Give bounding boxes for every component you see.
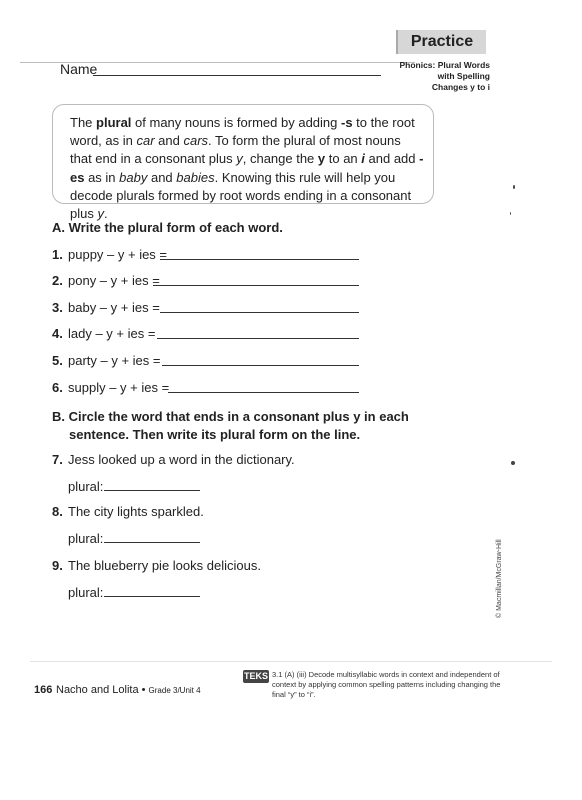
answer-line[interactable]: [160, 312, 359, 313]
plural-label: plural:: [68, 479, 104, 494]
bullet-separator: •: [141, 684, 149, 696]
plural-label: plural:: [68, 585, 104, 600]
skill-line-3-text: Changes y to i: [431, 82, 490, 92]
skill-line-3: [388, 82, 490, 93]
book-title: [56, 684, 201, 696]
rule-segment: y: [97, 206, 104, 222]
rule-segment: .: [103, 206, 108, 222]
name-field[interactable]: [93, 75, 381, 76]
answer-line[interactable]: [160, 259, 359, 260]
item-prompt: baby – y + ies =: [68, 300, 160, 315]
answer-line[interactable]: [157, 338, 359, 339]
item-prompt: pony – y + ies =: [68, 273, 160, 288]
rule-segment: and: [147, 169, 177, 185]
skill-line-2: [388, 71, 490, 82]
item-number: 8.: [52, 504, 63, 519]
rule-segment: y: [317, 151, 326, 167]
scan-speck: [513, 185, 515, 189]
book-name: Nacho and Lolita: [56, 684, 139, 696]
section-b-heading-line-2: sentence. Then write its plural form on the line.: [69, 427, 361, 442]
item-prompt: lady – y + ies =: [68, 326, 156, 341]
item-number: 9.: [52, 558, 63, 573]
copyright-notice: © Macmillan/McGraw-Hill: [496, 539, 503, 618]
teks-standard: 3.1 (A) (iii) Decode multisyllabic words in context and independent of context by applying common spelling patterns including changing the final “y” to “i”.: [272, 670, 501, 699]
practice-banner: Practice: [396, 30, 486, 54]
item-prompt: puppy – y + ies =: [68, 247, 168, 262]
item-number: 5.: [52, 353, 63, 368]
rule-segment: . To form the plural of most nouns that end in a consonant plus: [70, 133, 401, 167]
scan-speck: [510, 212, 511, 215]
sentence-text: The city lights sparkled.: [68, 504, 204, 519]
answer-line[interactable]: [104, 490, 200, 491]
sentence-text: Jess looked up a word in the dictionary.: [68, 452, 295, 467]
rule-segment: babies: [176, 169, 215, 185]
rule-segment: car: [136, 133, 155, 149]
sentence-text: The blueberry pie looks delicious.: [68, 558, 261, 573]
grade-unit: Grade 3/Unit 4: [148, 686, 201, 695]
rule-segment: -s: [340, 115, 353, 130]
item-prompt: supply – y + ies =: [68, 380, 170, 395]
name-label: Name: [60, 61, 98, 77]
rule-segment: as in: [84, 169, 120, 185]
answer-line[interactable]: [153, 285, 359, 286]
skill-label: [388, 60, 490, 93]
section-b-heading-line-1: B. Circle the word that ends in a consonant plus y in each: [52, 409, 409, 424]
rule-segment: to an: [325, 151, 362, 167]
rule-segment: and add: [364, 151, 420, 167]
footer-rule: [30, 661, 552, 662]
rule-segment: -es: [70, 151, 424, 185]
answer-line[interactable]: [104, 596, 200, 597]
skill-line-1-text: Phonics: Plural Words: [399, 60, 490, 70]
page-number: 166: [34, 684, 53, 696]
rule-text: [70, 114, 425, 223]
item-number: 4.: [52, 326, 63, 341]
rule-segment: and: [154, 133, 184, 149]
teks-badge: TEKS: [243, 671, 268, 681]
rule-segment: of many nouns is formed by adding: [131, 115, 341, 130]
item-number: 6.: [52, 380, 63, 395]
item-number: 7.: [52, 452, 63, 467]
rule-segment: . Knowing this rule will help you decode plurals formed by root words ending in a consonant plus: [70, 169, 412, 222]
item-number: 3.: [52, 300, 63, 315]
rule-segment: , change the: [242, 151, 318, 167]
rule-segment: cars: [183, 133, 209, 149]
rule-segment: i: [361, 151, 365, 167]
skill-line-1: [388, 60, 490, 71]
skill-line-2-text: with Spelling: [437, 71, 490, 81]
rule-segment: to the root word, as in: [70, 115, 415, 149]
answer-line[interactable]: [168, 392, 359, 393]
rule-segment: baby: [119, 169, 148, 185]
item-number: 1.: [52, 247, 63, 262]
answer-line[interactable]: [162, 365, 359, 366]
section-a-heading: A. Write the plural form of each word.: [52, 220, 283, 235]
item-number: 2.: [52, 273, 63, 288]
rule-segment: The: [70, 115, 97, 130]
item-prompt: party – y + ies =: [68, 353, 161, 368]
plural-label: plural:: [68, 531, 104, 546]
rule-segment: y: [236, 151, 243, 167]
scan-speck: [511, 461, 515, 465]
answer-line[interactable]: [104, 542, 200, 543]
rule-segment: plural: [96, 115, 132, 130]
